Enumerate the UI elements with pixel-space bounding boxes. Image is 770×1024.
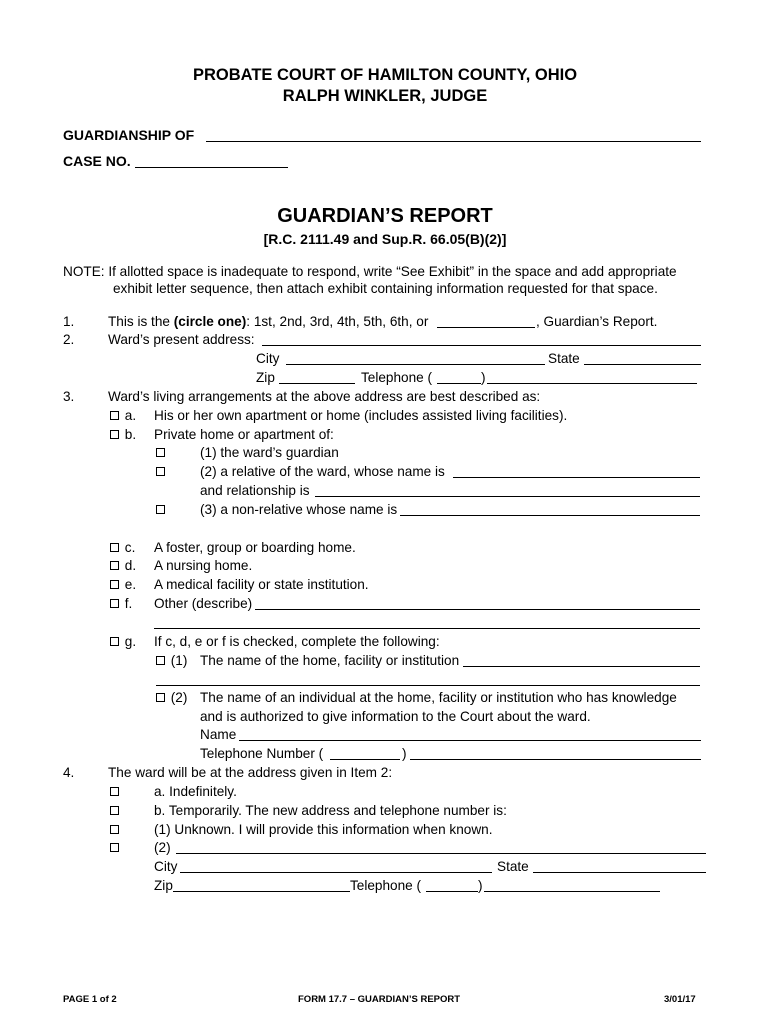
item2-number: 2. [63, 332, 75, 347]
footer-page: PAGE 1 of 2 [63, 994, 117, 1005]
option-3a-letter: a. [124, 408, 137, 423]
checkbox-3g[interactable] [110, 637, 119, 646]
option-3b-letter: b. [124, 427, 137, 442]
checkbox-4b2[interactable] [110, 840, 121, 855]
checkbox-3b1[interactable] [156, 445, 167, 460]
non-relative-name-field[interactable] [400, 515, 700, 516]
option-3g1[interactable] [156, 653, 187, 668]
option-3d[interactable] [110, 558, 136, 573]
ward-state-field[interactable] [584, 364, 701, 365]
checkbox-4b1-box[interactable] [110, 825, 119, 834]
item1-options: : 1st, 2nd, 3rd, 4th, 5th, 6th, or [246, 314, 429, 329]
item4-telephone-label: Telephone ( [350, 878, 422, 893]
option-3g-letter: g. [124, 634, 137, 649]
option-3b3-text: (3) a non-relative whose name is [200, 502, 398, 517]
facility-name-field[interactable] [463, 666, 700, 667]
contact-area-code-field[interactable] [330, 759, 400, 760]
checkbox-4a-box[interactable] [110, 787, 119, 796]
option-3b1-text: (1) the ward’s guardian [200, 445, 339, 460]
option-3e-text: A medical facility or state institution. [154, 577, 369, 592]
ward-area-code-field[interactable] [437, 383, 481, 384]
option-3f-letter: f. [124, 596, 133, 611]
ward-city-field[interactable] [286, 364, 545, 365]
option-3a-text: His or her own apartment or home (includes assisted living facilities). [154, 408, 568, 423]
option-3f-text: Other (describe) [154, 596, 253, 611]
item4-state-label: State [497, 859, 529, 874]
item3-text: Ward’s living arrangements at the above address are best described as: [108, 389, 541, 404]
other-describe-field[interactable] [255, 609, 700, 610]
option-4b1-text: (1) Unknown. I will provide this information when known. [154, 822, 493, 837]
option-3f[interactable] [110, 596, 132, 611]
option-4b2-text: (2) [154, 840, 171, 855]
case-no-label: CASE NO. [63, 153, 131, 169]
option-3c-text: A foster, group or boarding home. [154, 540, 356, 555]
checkbox-3b[interactable] [110, 430, 119, 439]
option-3e-letter: e. [124, 577, 137, 592]
option-3b2-text: (2) a relative of the ward, whose name is [200, 464, 445, 479]
form-citation: [R.C. 2111.49 and Sup.R. 66.05(B)(2)] [263, 231, 507, 247]
item4-telephone-close: ) [478, 878, 483, 893]
item4-number: 4. [63, 765, 75, 780]
new-city-field[interactable] [180, 872, 492, 873]
item4-text: The ward will be at the address given in Item 2: [108, 765, 393, 780]
new-area-code-field[interactable] [426, 891, 478, 892]
checkbox-3f[interactable] [110, 599, 119, 608]
court-name: PROBATE COURT OF HAMILTON COUNTY, OHIO [192, 66, 578, 84]
item1-ordinal-field[interactable] [437, 327, 535, 328]
new-telephone-field[interactable] [484, 891, 660, 892]
checkbox-3b3[interactable] [156, 502, 167, 517]
ward-telephone-field[interactable] [487, 383, 697, 384]
option-3g-text: If c, d, e or f is checked, complete the following: [154, 634, 440, 649]
item1-number: 1. [63, 314, 75, 329]
checkbox-4b-box[interactable] [110, 806, 119, 815]
ward-address-field[interactable] [262, 345, 701, 346]
checkbox-3a[interactable] [110, 411, 119, 420]
contact-name-label: Name [200, 727, 237, 742]
contact-name-field[interactable] [239, 740, 701, 741]
option-3g2-text2: and is authorized to give information to the Court about the ward. [200, 709, 591, 724]
contact-telephone-field[interactable] [410, 759, 701, 760]
case-no-field[interactable] [135, 167, 288, 168]
checkbox-3e[interactable] [110, 580, 119, 589]
option-3g1-text: The name of the home, facility or institution [200, 653, 460, 668]
option-3g2-text: The name of an individual at the home, facility or institution who has knowledge [200, 690, 677, 705]
option-4b-text: b. Temporarily. The new address and telephone number is: [154, 803, 507, 818]
item2-zip-label: Zip [256, 370, 275, 385]
relationship-field[interactable] [315, 496, 700, 497]
option-3e[interactable] [110, 577, 136, 592]
item2-telephone-close: ) [481, 370, 486, 385]
guardianship-label: GUARDIANSHIP OF [63, 127, 195, 143]
option-4a-text: a. Indefinitely. [154, 784, 237, 799]
option-3c-letter: c. [124, 540, 136, 555]
item2-text: Ward’s present address: [108, 332, 255, 347]
item1-suffix: , Guardian’s Report. [536, 314, 658, 329]
checkbox-4b[interactable] [110, 803, 121, 818]
item2-city-label: City [256, 351, 280, 366]
checkbox-3b2-box[interactable] [156, 467, 165, 476]
option-3b[interactable] [110, 427, 136, 442]
checkbox-3b2[interactable] [156, 464, 167, 479]
item4-zip-label: Zip [154, 878, 173, 893]
guardianship-field[interactable] [206, 141, 701, 142]
new-state-field[interactable] [533, 872, 706, 873]
checkbox-4b1[interactable] [110, 822, 121, 837]
item3-number: 3. [63, 389, 75, 404]
relative-name-field[interactable] [453, 477, 700, 478]
note-line2: exhibit letter sequence, then attach exhibit containing information requested for that space. [113, 281, 658, 296]
option-3d-letter: d. [124, 558, 137, 573]
option-3a[interactable] [110, 408, 136, 423]
option-3g2[interactable] [156, 690, 187, 705]
item1-prefix: This is the [108, 314, 174, 329]
checkbox-4b2-box[interactable] [110, 843, 119, 852]
checkbox-3b1-box[interactable] [156, 448, 165, 457]
checkbox-3d[interactable] [110, 561, 119, 570]
option-3g[interactable] [110, 634, 136, 649]
new-address-field[interactable] [176, 853, 706, 854]
form-title: GUARDIAN’S REPORT [277, 205, 493, 227]
other-describe-field-2[interactable] [154, 628, 700, 629]
checkbox-3b3-box[interactable] [156, 505, 165, 514]
option-3b-text: Private home or apartment of: [154, 427, 334, 442]
footer-form: FORM 17.7 – GUARDIAN’S REPORT [298, 994, 461, 1005]
item1-text [108, 314, 428, 329]
contact-telephone-label: Telephone Number ( [200, 746, 324, 761]
footer-date: 3/01/17 [664, 994, 696, 1005]
item4-city-label: City [154, 859, 178, 874]
note-line1: NOTE: If allotted space is inadequate to respond, write “See Exhibit” in the space and add appropriate [63, 264, 677, 279]
item2-telephone-label: Telephone ( [361, 370, 433, 385]
contact-telephone-close: ) [402, 746, 407, 761]
item2-state-label: State [548, 351, 580, 366]
checkbox-3c[interactable] [110, 543, 119, 552]
facility-name-field-2[interactable] [156, 685, 700, 686]
judge-name: RALPH WINKLER, JUDGE [282, 87, 488, 105]
option-3g2-number: (2) [170, 690, 188, 705]
option-3c[interactable] [110, 540, 135, 555]
item1-circle-one: (circle one) [173, 314, 247, 329]
ward-zip-field[interactable] [279, 383, 355, 384]
option-3d-text: A nursing home. [154, 558, 253, 573]
checkbox-4a[interactable] [110, 784, 121, 799]
checkbox-3g2[interactable] [156, 693, 165, 702]
option-3b2-relationship: and relationship is [200, 483, 310, 498]
checkbox-3g1[interactable] [156, 656, 165, 665]
option-3g1-number: (1) [170, 653, 188, 668]
new-zip-field[interactable] [173, 891, 350, 892]
